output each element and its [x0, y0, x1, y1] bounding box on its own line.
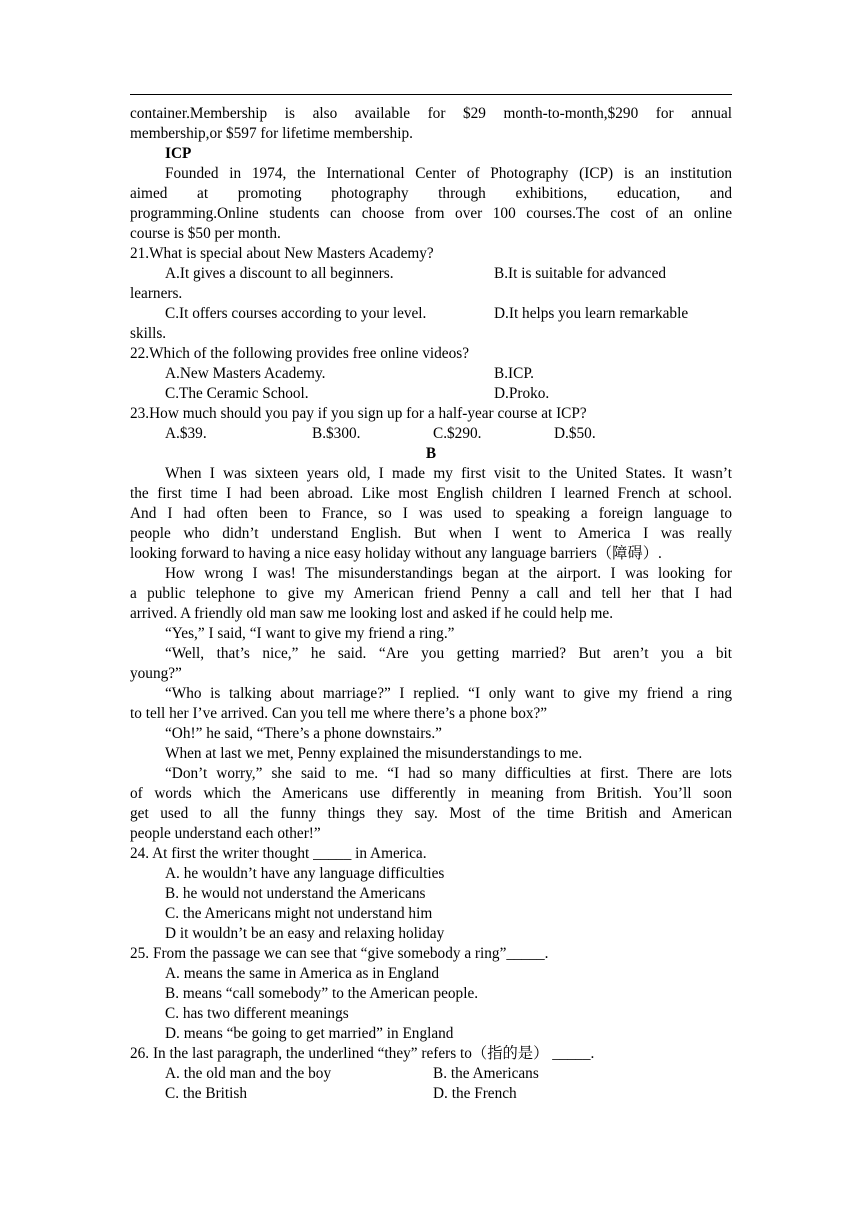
q26-option-b: B. the Americans — [433, 1065, 539, 1082]
q26-options-ab — [130, 1064, 732, 1084]
q21-option-d-cont: skills. — [130, 325, 167, 342]
q26-option-a: A. the old man and the boy — [165, 1065, 332, 1082]
q23-option-b: B.$300. — [312, 425, 361, 442]
q24-option-d: D it wouldn’t be an easy and relaxing holiday — [165, 925, 445, 942]
passage-p1-line3: And I had often been to France, so I was used to speaking a foreign language to — [130, 505, 732, 522]
icp-para-line1: Founded in 1974, the International Center of Photography (ICP) is an institution — [165, 165, 732, 182]
q24-option-b: B. he would not understand the Americans — [165, 885, 426, 902]
q22-option-b: B.ICP. — [494, 365, 534, 382]
q22-stem: 22.Which of the following provides free online videos? — [130, 345, 469, 362]
q23-option-c: C.$290. — [433, 425, 482, 442]
passage-p2-line1: How wrong I was! The misunderstandings began at the airport. I was looking for — [165, 565, 732, 582]
section-b-heading: B — [425, 445, 437, 462]
q22-option-c: C.The Ceramic School. — [165, 385, 309, 402]
q25-option-d: D. means “be going to get married” in England — [165, 1025, 454, 1042]
icp-intro-line2: membership,or $597 for lifetime membership. — [130, 125, 413, 142]
passage-p1-line2: the first time I had been abroad. Like most English children I learned French at school. — [130, 485, 732, 502]
document-body — [130, 104, 732, 1104]
icp-heading: ICP — [165, 145, 192, 162]
q24-option-a: A. he wouldn’t have any language difficulties — [165, 865, 445, 882]
passage-p6: “Oh!” he said, “There’s a phone downstairs.” — [165, 725, 442, 742]
q23-stem: 23.How much should you pay if you sign up for a half-year course at ICP? — [130, 405, 587, 422]
q22-options-cd — [130, 384, 732, 404]
q26-options-cd — [130, 1084, 732, 1104]
passage-p8-line1: “Don’t worry,” she said to me. “I had so many difficulties at first. There are lots — [165, 765, 732, 782]
q25-option-c: C. has two different meanings — [165, 1005, 349, 1022]
icp-para-line4: course is $50 per month. — [130, 225, 281, 242]
q23-option-d: D.$50. — [554, 425, 596, 442]
q21-options-ab — [130, 264, 732, 284]
passage-p2-line3: arrived. A friendly old man saw me looking lost and asked if he could help me. — [130, 605, 614, 622]
passage-p8-line2: of words which the Americans use differently in meaning from British. You’ll soon — [130, 785, 732, 802]
q24-option-c: C. the Americans might not understand him — [165, 905, 433, 922]
q25-option-b: B. means “call somebody” to the American people. — [165, 985, 479, 1002]
passage-p8-line4: people understand each other!” — [130, 825, 321, 842]
icp-intro-line1: container.Membership is also available for $29 month-to-month,$290 for annual — [130, 105, 732, 122]
q21-option-d: D.It helps you learn remarkable — [494, 305, 689, 322]
passage-p1-line5: looking forward to having a nice easy holiday without any language barriers（障碍）. — [130, 545, 662, 562]
passage-p1-line1: When I was sixteen years old, I made my first visit to the United States. It wasn’t — [165, 465, 732, 482]
q21-option-c: C.It offers courses according to your level. — [165, 305, 427, 322]
q26-option-c: C. the British — [165, 1085, 248, 1102]
passage-p4-line1: “Well, that’s nice,” he said. “Are you getting married? But aren’t you a bit — [165, 645, 732, 662]
q21-options-cd — [130, 304, 732, 324]
q23-option-a: A.$39. — [165, 425, 207, 442]
header-rule — [130, 94, 732, 95]
q26-option-d: D. the French — [433, 1085, 517, 1102]
passage-p7: When at last we met, Penny explained the misunderstandings to me. — [165, 745, 583, 762]
passage-p1-line4: people who didn’t understand English. But when I went to America I was really — [130, 525, 732, 542]
icp-para-line2: aimed at promoting photography through exhibitions, education, and — [130, 185, 732, 202]
passage-p3: “Yes,” I said, “I want to give my friend a ring.” — [165, 625, 455, 642]
q22-option-a: A.New Masters Academy. — [165, 365, 326, 382]
icp-para-line3: programming.Online students can choose from over 100 courses.The cost of an online — [130, 205, 732, 222]
q23-options — [130, 424, 732, 444]
q24-stem: 24. At first the writer thought _____ in America. — [130, 845, 427, 862]
passage-p4-line2: young?” — [130, 665, 182, 682]
q21-option-b-cont: learners. — [130, 285, 183, 302]
q21-stem: 21.What is special about New Masters Academy? — [130, 245, 434, 262]
q21-option-b: B.It is suitable for advanced — [494, 265, 667, 282]
q25-stem: 25. From the passage we can see that “give somebody a ring”_____. — [130, 945, 549, 962]
q22-option-d: D.Proko. — [494, 385, 550, 402]
passage-p2-line2: a public telephone to give my American friend Penny a call and tell her that I had — [130, 585, 732, 602]
q26-stem: 26. In the last paragraph, the underlined “they” refers to（指的是） _____. — [130, 1045, 595, 1062]
passage-p5-line1: “Who is talking about marriage?” I replied. “I only want to give my friend a ring — [165, 685, 732, 702]
passage-p5-line2: to tell her I’ve arrived. Can you tell me where there’s a phone box?” — [130, 705, 548, 722]
q21-option-a: A.It gives a discount to all beginners. — [165, 265, 394, 282]
passage-p8-line3: get used to all the funny things they say. Most of the time British and American — [130, 805, 732, 822]
q22-options-ab — [130, 364, 732, 384]
q25-option-a: A. means the same in America as in England — [165, 965, 439, 982]
